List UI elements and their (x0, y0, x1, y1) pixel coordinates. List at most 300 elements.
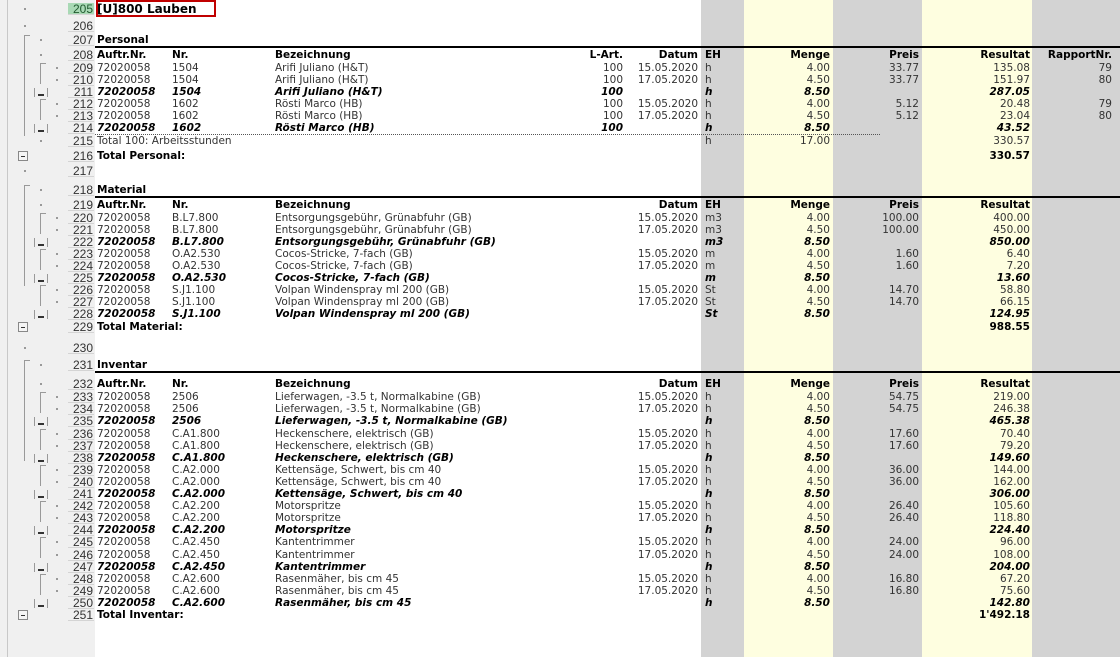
cell-nr[interactable]: C.A2.000 (172, 476, 220, 488)
cell-eh[interactable]: h (705, 391, 712, 403)
cell-preis[interactable]: 14.70 (888, 284, 919, 296)
cell-bez[interactable]: Entsorgungsgebühr, Grünabfuhr (GB) (275, 224, 472, 236)
row-header[interactable]: 224 (68, 260, 94, 272)
cell-menge[interactable]: 8.50 (804, 524, 830, 536)
cell-dat[interactable]: 15.05.2020 (637, 98, 698, 110)
cell-res[interactable]: 224.40 (989, 524, 1030, 536)
cell-a[interactable]: 72020058 (97, 122, 156, 134)
cell-eh[interactable]: m3 (705, 236, 724, 248)
cell-eh[interactable]: EH (705, 378, 721, 390)
row-header[interactable]: 242 (68, 500, 94, 512)
cell-menge[interactable]: 8.50 (804, 561, 830, 573)
cell-eh[interactable]: h (705, 524, 713, 536)
cell-menge[interactable]: 4.50 (806, 549, 830, 561)
cell-dat[interactable]: 17.05.2020 (637, 296, 698, 308)
cell-a[interactable]: 72020058 (97, 536, 151, 548)
cell-preis[interactable]: 24.00 (888, 536, 919, 548)
cell-a[interactable]: 72020058 (97, 597, 156, 609)
cell-a[interactable]: 72020058 (97, 549, 151, 561)
cell-bez[interactable]: Heckenschere, elektrisch (GB) (275, 440, 434, 452)
cell-res[interactable]: 118.80 (993, 512, 1030, 524)
cell-res[interactable]: 204.00 (989, 561, 1030, 573)
cell-menge[interactable]: 4.00 (806, 98, 830, 110)
cell-bez[interactable]: Arifi Juliano (H&T) (275, 86, 383, 98)
row-header[interactable]: 234 (68, 403, 94, 415)
cell-a[interactable]: 72020058 (97, 236, 156, 248)
cell-a[interactable]: 72020058 (97, 284, 151, 296)
row-header[interactable]: 207 (68, 34, 94, 46)
cell-nr[interactable]: Nr. (172, 378, 189, 390)
cell-a[interactable]: 72020058 (97, 74, 151, 86)
cell-res[interactable]: 988.55 (989, 321, 1030, 333)
cell-a[interactable]: Total 100: Arbeitsstunden (97, 135, 232, 147)
cell-menge[interactable]: 8.50 (804, 597, 830, 609)
cell-res[interactable]: 400.00 (993, 212, 1030, 224)
cell-menge[interactable]: 4.00 (806, 464, 830, 476)
cell-nr[interactable]: S.J1.100 (172, 308, 221, 320)
cell-bez[interactable]: Rösti Marco (HB) (275, 98, 363, 110)
cell-a[interactable]: 72020058 (97, 272, 156, 284)
collapse-group-icon[interactable] (34, 598, 48, 608)
cell-bez[interactable]: Rasenmäher, bis cm 45 (275, 597, 412, 609)
cell-menge[interactable]: 4.50 (806, 74, 830, 86)
cell-menge[interactable]: 4.00 (806, 284, 830, 296)
cell-bez[interactable]: Cocos-Stricke, 7-fach (GB) (275, 248, 413, 260)
cell-res[interactable]: 13.60 (996, 272, 1030, 284)
row-header[interactable]: 218 (68, 184, 94, 196)
cell-preis[interactable]: Preis (889, 378, 919, 390)
cell-preis[interactable]: Preis (889, 199, 919, 211)
cell-nr[interactable]: B.L7.800 (172, 236, 224, 248)
cell-lart[interactable]: 100 (602, 74, 623, 86)
cell-res[interactable]: 142.80 (989, 597, 1030, 609)
cell-nr[interactable]: C.A1.800 (172, 440, 220, 452)
cell-eh[interactable]: m (705, 260, 716, 272)
cell-bez[interactable]: Kantentrimmer (275, 549, 355, 561)
cell-bez[interactable]: Kantentrimmer (275, 561, 366, 573)
cell-dat[interactable]: 15.05.2020 (637, 464, 698, 476)
cell-nr[interactable]: Nr. (172, 199, 189, 211)
cell-nr[interactable]: C.A2.000 (172, 464, 220, 476)
cell-a[interactable]: Inventar (97, 359, 148, 371)
cell-nr[interactable]: 1602 (172, 122, 202, 134)
cell-a[interactable]: 72020058 (97, 62, 151, 74)
row-header[interactable]: 243 (68, 512, 94, 524)
row-header[interactable]: 221 (68, 224, 94, 236)
cell-bez[interactable]: Cocos-Stricke, 7-fach (GB) (275, 260, 413, 272)
cell-res[interactable]: 66.15 (999, 296, 1030, 308)
cell-menge[interactable]: 4.50 (806, 224, 830, 236)
cell-preis[interactable]: 33.77 (888, 62, 919, 74)
cell-a[interactable]: 72020058 (97, 224, 151, 236)
collapse-section-icon[interactable] (18, 151, 28, 161)
cell-res[interactable]: 6.40 (1006, 248, 1030, 260)
cell-menge[interactable]: 4.00 (806, 573, 830, 585)
cell-res[interactable]: 1'492.18 (978, 609, 1030, 621)
row-header[interactable]: 217 (68, 165, 94, 177)
cell-menge[interactable]: 4.00 (806, 391, 830, 403)
cell-bez[interactable]: Kantentrimmer (275, 536, 355, 548)
cell-dat[interactable]: 15.05.2020 (637, 500, 698, 512)
cell-preis[interactable]: 14.70 (888, 296, 919, 308)
cell-rap[interactable]: 79 (1098, 98, 1112, 110)
cell-nr[interactable]: C.A2.600 (172, 585, 220, 597)
cell-bez[interactable]: Bezeichnung (275, 199, 351, 211)
row-header[interactable]: 227 (68, 296, 94, 308)
cell-eh[interactable]: h (705, 122, 713, 134)
cell-bez[interactable]: Entsorgungsgebühr, Grünabfuhr (GB) (275, 236, 496, 248)
cell-eh[interactable]: h (705, 561, 713, 573)
cell-res[interactable]: 108.00 (993, 549, 1030, 561)
cell-a[interactable]: Auftr.Nr. (97, 49, 147, 61)
cell-rap[interactable]: RapportNr. (1047, 49, 1112, 61)
cell-eh[interactable]: h (705, 403, 712, 415)
cell-preis[interactable]: 54.75 (888, 391, 919, 403)
cell-bez[interactable]: Motorspritze (275, 500, 341, 512)
cell-a[interactable]: 72020058 (97, 403, 151, 415)
cell-preis[interactable]: Preis (889, 49, 919, 61)
cell-res[interactable]: 79.20 (999, 440, 1030, 452)
cell-eh[interactable]: h (705, 86, 713, 98)
cell-a[interactable]: 72020058 (97, 464, 151, 476)
cell-a[interactable]: 72020058 (97, 248, 151, 260)
cell-preis[interactable]: 5.12 (895, 110, 919, 122)
cell-eh[interactable]: m (705, 248, 716, 260)
cell-preis[interactable]: 36.00 (888, 464, 919, 476)
selected-cell-highlight[interactable] (96, 0, 216, 17)
cell-a[interactable]: 72020058 (97, 476, 151, 488)
cell-menge[interactable]: 4.00 (806, 248, 830, 260)
collapse-group-icon[interactable] (34, 123, 48, 133)
cell-res[interactable]: 43.52 (996, 122, 1030, 134)
cell-menge[interactable]: 4.50 (806, 512, 830, 524)
cell-nr[interactable]: C.A2.200 (172, 512, 220, 524)
cell-nr[interactable]: 2506 (172, 403, 199, 415)
cell-preis[interactable]: 26.40 (888, 500, 919, 512)
cell-bez[interactable]: Lieferwagen, -3.5 t, Normalkabine (GB) (275, 403, 481, 415)
collapse-section-icon[interactable] (18, 610, 28, 620)
collapse-group-icon[interactable] (34, 237, 48, 247)
cell-eh[interactable]: h (705, 110, 712, 122)
cell-eh[interactable]: h (705, 536, 712, 548)
cell-a[interactable]: 72020058 (97, 585, 151, 597)
cell-a[interactable]: 72020058 (97, 308, 156, 320)
cell-nr[interactable]: 1602 (172, 110, 199, 122)
cell-eh[interactable]: h (705, 464, 712, 476)
cell-nr[interactable]: C.A2.450 (172, 561, 226, 573)
cell-res[interactable]: 465.38 (989, 415, 1030, 427)
cell-eh[interactable]: h (705, 549, 712, 561)
cell-menge[interactable]: 4.50 (806, 440, 830, 452)
cell-a[interactable]: 72020058 (97, 573, 151, 585)
cell-res[interactable]: 287.05 (989, 86, 1030, 98)
cell-nr[interactable]: O.A2.530 (172, 248, 221, 260)
cell-a[interactable]: Auftr.Nr. (97, 378, 147, 390)
cell-dat[interactable]: 17.05.2020 (637, 403, 698, 415)
cell-dat[interactable]: 17.05.2020 (637, 549, 698, 561)
cell-a[interactable]: 72020058 (97, 512, 151, 524)
row-header[interactable]: 246 (68, 549, 94, 561)
cell-bez[interactable]: Rasenmäher, bis cm 45 (275, 585, 399, 597)
cell-preis[interactable]: 17.60 (888, 428, 919, 440)
cell-rap[interactable]: 79 (1098, 62, 1112, 74)
row-header[interactable]: 250 (68, 597, 94, 609)
cell-eh[interactable]: h (705, 573, 712, 585)
cell-a[interactable]: 72020058 (97, 524, 156, 536)
cell-nr[interactable]: C.A2.200 (172, 500, 220, 512)
cell-preis[interactable]: 54.75 (888, 403, 919, 415)
cell-menge[interactable]: 4.50 (806, 585, 830, 597)
cell-eh[interactable]: h (705, 585, 712, 597)
cell-dat[interactable]: 17.05.2020 (637, 585, 698, 597)
collapse-group-icon[interactable] (34, 525, 48, 535)
cell-a[interactable]: Auftr.Nr. (97, 199, 147, 211)
cell-nr[interactable]: C.A1.800 (172, 452, 226, 464)
cell-dat[interactable]: 17.05.2020 (637, 74, 698, 86)
row-header[interactable]: 247 (68, 561, 94, 573)
cell-nr[interactable]: C.A2.600 (172, 597, 226, 609)
cell-preis[interactable]: 33.77 (888, 74, 919, 86)
cell-a[interactable]: 72020058 (97, 212, 151, 224)
cell-nr[interactable]: C.A2.450 (172, 536, 220, 548)
cell-dat[interactable]: 17.05.2020 (637, 512, 698, 524)
cell-nr[interactable]: 1602 (172, 98, 199, 110)
cell-dat[interactable]: 15.05.2020 (637, 536, 698, 548)
cell-bez[interactable]: Arifi Juliano (H&T) (275, 62, 369, 74)
cell-bez[interactable]: Heckenschere, elektrisch (GB) (275, 428, 434, 440)
row-header[interactable]: 208 (68, 49, 94, 61)
cell-a[interactable]: 72020058 (97, 452, 156, 464)
cell-eh[interactable]: h (705, 597, 713, 609)
cell-eh[interactable]: h (705, 452, 713, 464)
cell-nr[interactable]: 1504 (172, 62, 199, 74)
cell-menge[interactable]: 8.50 (804, 236, 830, 248)
row-header[interactable]: 225 (68, 272, 94, 284)
cell-a[interactable]: 72020058 (97, 428, 151, 440)
cell-dat[interactable]: 15.05.2020 (637, 573, 698, 585)
collapse-group-icon[interactable] (34, 489, 48, 499)
cell-eh[interactable]: m (705, 272, 716, 284)
cell-eh[interactable]: h (705, 62, 712, 74)
row-header[interactable]: 237 (68, 440, 94, 452)
cell-nr[interactable]: B.L7.800 (172, 224, 219, 236)
cell-res[interactable]: 75.60 (999, 585, 1030, 597)
row-header[interactable]: 236 (68, 428, 94, 440)
cell-bez[interactable]: Arifi Juliano (H&T) (275, 74, 369, 86)
cell-nr[interactable]: Nr. (172, 49, 189, 61)
cell-nr[interactable]: C.A1.800 (172, 428, 220, 440)
row-header[interactable]: 241 (68, 488, 94, 500)
cell-preis[interactable]: 100.00 (882, 224, 919, 236)
cell-eh[interactable]: St (705, 308, 718, 320)
cell-menge[interactable]: 4.50 (806, 110, 830, 122)
cell-a[interactable]: Total Inventar: (97, 609, 184, 621)
cell-eh[interactable]: St (705, 284, 716, 296)
cell-preis[interactable]: 26.40 (888, 512, 919, 524)
row-header[interactable]: 245 (68, 536, 94, 548)
cell-menge[interactable]: 8.50 (804, 488, 830, 500)
cell-bez[interactable]: Kettensäge, Schwert, bis cm 40 (275, 476, 442, 488)
cell-bez[interactable]: Lieferwagen, -3.5 t, Normalkabine (GB) (275, 415, 508, 427)
cell-nr[interactable]: C.A2.450 (172, 549, 220, 561)
cell-dat[interactable]: 15.05.2020 (637, 248, 698, 260)
cell-preis[interactable]: 5.12 (895, 98, 919, 110)
cell-menge[interactable]: 8.50 (804, 308, 830, 320)
cell-rap[interactable]: 80 (1098, 110, 1112, 122)
cell-dat[interactable]: 17.05.2020 (637, 440, 698, 452)
cell-eh[interactable]: EH (705, 199, 721, 211)
cell-bez[interactable]: Motorspritze (275, 524, 351, 536)
cell-res[interactable]: Resultat (980, 49, 1030, 61)
cell-menge[interactable]: 4.00 (806, 212, 830, 224)
row-header[interactable]: 213 (68, 110, 94, 122)
cell-res[interactable]: 246.38 (993, 403, 1030, 415)
cell-menge[interactable]: 4.00 (806, 500, 830, 512)
cell-dat[interactable]: 15.05.2020 (637, 428, 698, 440)
cell-dat[interactable]: 15.05.2020 (637, 212, 698, 224)
cell-res[interactable]: 330.57 (989, 150, 1030, 162)
cell-dat[interactable]: 15.05.2020 (637, 62, 698, 74)
cell-menge[interactable]: 4.00 (806, 62, 830, 74)
cell-menge[interactable]: 4.00 (806, 536, 830, 548)
cell-bez[interactable]: Entsorgungsgebühr, Grünabfuhr (GB) (275, 212, 472, 224)
cell-a[interactable]: 72020058 (97, 391, 151, 403)
cell-bez[interactable]: Bezeichnung (275, 49, 351, 61)
cell-a[interactable]: Material (97, 184, 147, 196)
cell-nr[interactable]: 1504 (172, 74, 199, 86)
cell-a[interactable]: 72020058 (97, 488, 156, 500)
cell-eh[interactable]: h (705, 512, 712, 524)
cell-menge[interactable]: 4.50 (806, 260, 830, 272)
cell-nr[interactable]: S.J1.100 (172, 284, 216, 296)
cell-nr[interactable]: C.A2.200 (172, 524, 226, 536)
cell-nr[interactable]: 1504 (172, 86, 202, 98)
cell-menge[interactable]: 8.50 (804, 452, 830, 464)
row-header[interactable]: 239 (68, 464, 94, 476)
cell-a[interactable]: Personal (97, 34, 149, 46)
cell-a[interactable]: [U]800 Lauben (97, 2, 197, 16)
cell-menge[interactable]: 4.50 (806, 403, 830, 415)
cell-bez[interactable]: Bezeichnung (275, 378, 351, 390)
row-header[interactable]: 233 (68, 391, 94, 403)
cell-a[interactable]: 72020058 (97, 415, 156, 427)
cell-nr[interactable]: 2506 (172, 415, 202, 427)
row-header[interactable]: 216 (68, 150, 94, 162)
row-header[interactable]: 240 (68, 476, 94, 488)
cell-nr[interactable]: S.J1.100 (172, 296, 216, 308)
cell-eh[interactable]: h (705, 98, 712, 110)
cell-menge[interactable]: 17.00 (799, 135, 830, 147)
cell-eh[interactable]: h (705, 428, 712, 440)
cell-res[interactable]: 162.00 (993, 476, 1030, 488)
cell-res[interactable]: 135.08 (993, 62, 1030, 74)
cell-eh[interactable]: EH (705, 49, 721, 61)
cell-bez[interactable]: Cocos-Stricke, 7-fach (GB) (275, 272, 430, 284)
cell-lart[interactable]: 100 (602, 62, 623, 74)
collapse-group-icon[interactable] (34, 562, 48, 572)
cell-a[interactable]: 72020058 (97, 260, 151, 272)
cell-dat[interactable]: Datum (658, 199, 698, 211)
cell-preis[interactable]: 1.60 (895, 248, 919, 260)
cell-dat[interactable]: Datum (658, 49, 698, 61)
cell-res[interactable]: 23.04 (999, 110, 1030, 122)
cell-bez[interactable]: Volpan Windenspray ml 200 (GB) (275, 308, 470, 320)
row-header[interactable]: 222 (68, 236, 94, 248)
collapse-group-icon[interactable] (34, 87, 48, 97)
cell-bez[interactable]: Rösti Marco (HB) (275, 110, 363, 122)
cell-bez[interactable]: Kettensäge, Schwert, bis cm 40 (275, 488, 463, 500)
cell-res[interactable]: 20.48 (999, 98, 1030, 110)
row-header[interactable]: 238 (68, 452, 94, 464)
collapse-section-icon[interactable] (18, 322, 28, 332)
cell-menge[interactable]: 4.50 (806, 476, 830, 488)
cell-eh[interactable]: h (705, 415, 713, 427)
cell-a[interactable]: 72020058 (97, 110, 151, 122)
row-header[interactable]: 228 (68, 308, 94, 320)
row-header[interactable]: 219 (68, 199, 94, 211)
cell-res[interactable]: 70.40 (999, 428, 1030, 440)
cell-res[interactable]: 144.00 (993, 464, 1030, 476)
row-header[interactable]: 210 (68, 74, 94, 86)
cell-eh[interactable]: St (705, 296, 716, 308)
cell-lart[interactable]: 100 (602, 98, 623, 110)
cell-menge[interactable]: Menge (790, 378, 830, 390)
cell-a[interactable]: 72020058 (97, 98, 151, 110)
cell-res[interactable]: 96.00 (999, 536, 1030, 548)
row-header[interactable]: 248 (68, 573, 94, 585)
cell-eh[interactable]: h (705, 500, 712, 512)
cell-dat[interactable]: 17.05.2020 (637, 260, 698, 272)
cell-menge[interactable]: Menge (790, 199, 830, 211)
cell-res[interactable]: 67.20 (999, 573, 1030, 585)
cell-bez[interactable]: Rösti Marco (HB) (275, 122, 375, 134)
cell-bez[interactable]: Motorspritze (275, 512, 341, 524)
row-header[interactable]: 214 (68, 122, 94, 134)
cell-bez[interactable]: Heckenschere, elektrisch (GB) (275, 452, 454, 464)
cell-res[interactable]: 58.80 (999, 284, 1030, 296)
cell-preis[interactable]: 17.60 (888, 440, 919, 452)
collapse-group-icon[interactable] (34, 453, 48, 463)
cell-eh[interactable]: h (705, 488, 713, 500)
cell-bez[interactable]: Kettensäge, Schwert, bis cm 40 (275, 464, 442, 476)
row-header[interactable]: 215 (68, 135, 94, 147)
cell-dat[interactable]: Datum (658, 378, 698, 390)
cell-bez[interactable]: Volpan Windenspray ml 200 (GB) (275, 284, 450, 296)
cell-nr[interactable]: O.A2.530 (172, 260, 221, 272)
cell-lart[interactable]: 100 (601, 86, 623, 98)
cell-nr[interactable]: O.A2.530 (172, 272, 227, 284)
cell-eh[interactable]: h (705, 476, 712, 488)
cell-res[interactable]: Resultat (980, 378, 1030, 390)
row-header[interactable]: 230 (68, 342, 94, 354)
row-header[interactable]: 232 (68, 378, 94, 390)
cell-menge[interactable]: 8.50 (804, 86, 830, 98)
cell-a[interactable]: Total Material: (97, 321, 183, 333)
cell-a[interactable]: 72020058 (97, 440, 151, 452)
cell-menge[interactable]: 8.50 (804, 272, 830, 284)
cell-res[interactable]: 306.00 (989, 488, 1030, 500)
cell-preis[interactable]: 24.00 (888, 549, 919, 561)
cell-a[interactable]: 72020058 (97, 561, 156, 573)
cell-bez[interactable]: Rasenmäher, bis cm 45 (275, 573, 399, 585)
cell-res[interactable]: 450.00 (993, 224, 1030, 236)
cell-res[interactable]: 149.60 (989, 452, 1030, 464)
cell-eh[interactable]: h (705, 74, 712, 86)
row-header[interactable]: 220 (68, 212, 94, 224)
cell-res[interactable]: 7.20 (1006, 260, 1030, 272)
cell-menge[interactable]: 4.50 (806, 296, 830, 308)
cell-bez[interactable]: Lieferwagen, -3.5 t, Normalkabine (GB) (275, 391, 481, 403)
